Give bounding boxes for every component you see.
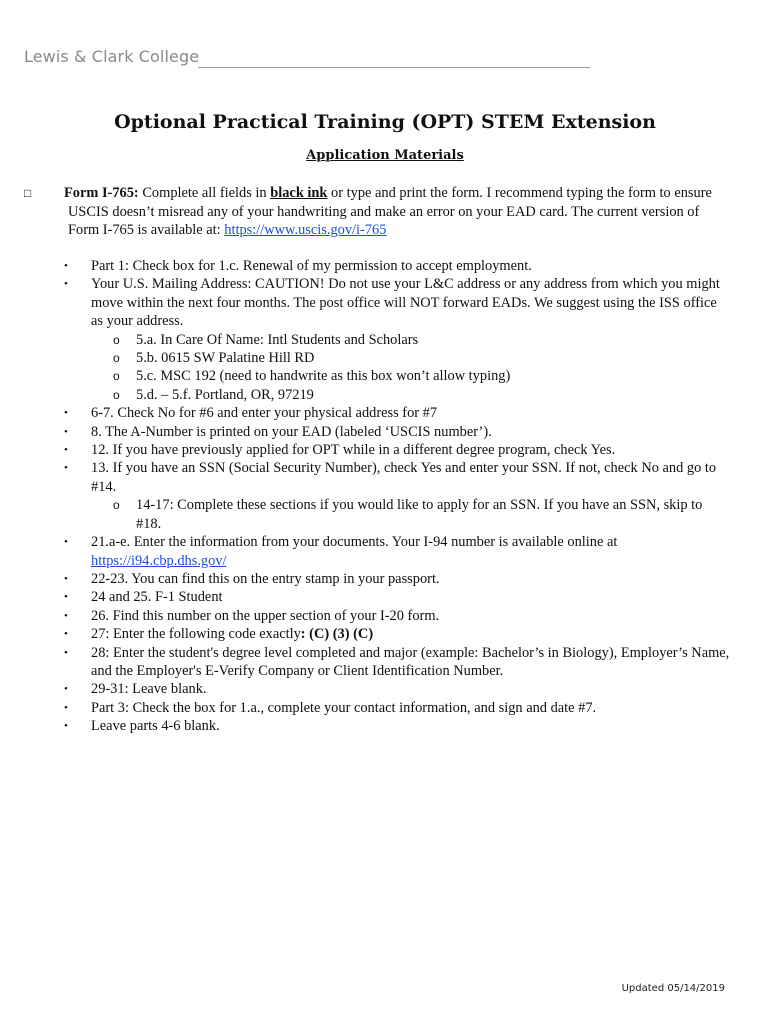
list-item [64,570,730,588]
bullet-icon: • [64,425,68,438]
sub-list-item-text: 5.b. 0615 SW Palatine Hill RD [136,350,315,367]
bullet-icon: • [64,720,68,733]
sub-list-item [91,349,730,367]
bullet-icon: • [64,628,68,641]
college-logo: Lewis & Clark College [24,47,200,66]
updated-date: Updated 05/14/2019 [621,983,725,994]
list-item [64,459,730,533]
sub-list-item-text: 5.c. MSC 192 (need to handwrite as this box won’t allow typing) [136,368,511,385]
bullet-icon: • [64,536,68,549]
list-item-text: 13. If you have an SSN (Social Security Number), check Yes and enter your SSN. If not, check No and go to #14. [91,460,717,495]
intro-text-1: Complete all fields in [138,185,271,201]
list-item-text: 6-7. Check No for #6 and enter your physical address for #7 [91,405,438,422]
sub-list-item-text: 5.d. – 5.f. Portland, OR, 97219 [136,386,314,403]
list-item [64,588,730,606]
address-sublist [91,331,730,405]
list-item-text: 26. Find this number on the upper section of your I-20 form. [91,607,440,624]
sub-bullet-icon: o [113,332,120,347]
bullet-icon: • [64,260,68,272]
list-item-text: 12. If you have previously applied for OPT while in a different degree program, check Yes. [91,442,616,459]
list-item-text: Your U.S. Mailing Address: CAUTION! Do not use your L&C address or any address from which you might move within the next four months. The post office will NOT forward EADs. We suggest using the ISS office as your address. [91,276,720,330]
list-item-text: 21.a-e. Enter the information from your documents. Your I-94 number is available online at [91,534,618,551]
list-item-text: 24 and 25. F-1 Student [91,589,223,606]
sub-list-item [91,331,730,349]
list-item [64,441,730,459]
bullet-icon: • [64,572,68,585]
bullet-icon: • [64,609,68,622]
sub-bullet-icon: o [113,387,120,402]
list-item [64,275,730,404]
header [24,47,590,67]
list-item-text: 8. The A-Number is printed on your EAD (labeled ‘USCIS number’). [91,423,492,440]
intro-text-2: or type and print the form. I recommend typing the form to ensure USCIS doesn’t misread any of your handwriting and make an error on your EAD card. The current version of Form I-765 is available at: [68,185,712,238]
bullet-icon: • [64,444,68,457]
sub-list-item-text: 5.a. In Care Of Name: Intl Students and Scholars [136,331,419,348]
list-item-text: 27: Enter the following code exactly [91,626,301,643]
bullet-icon: • [64,407,68,420]
list-item [64,423,730,441]
header-rule [198,67,590,68]
list-item [64,257,730,275]
page-title: Optional Practical Training (OPT) STEM Extension [114,111,656,133]
uscis-link[interactable]: https://www.uscis.gov/i-765 [224,222,387,238]
list-item-text: 28: Enter the student's degree level completed and major (example: Bachelor’s in Biology), Employer’s Name, and the Employer's E-Verify Company or Client Identification Number. [91,644,730,679]
black-ink-emphasis: black ink [270,185,328,201]
list-item [64,533,730,570]
bullet-icon: • [64,701,68,714]
list-item [64,644,730,681]
list-item-text: Part 3: Check the box for 1.a., complete your contact information, and sign and date #7. [91,699,597,716]
sub-list-item-text: 14-17: Complete these sections if you would like to apply for an SSN. If you have an SSN, skip to #18. [136,497,703,532]
i94-link[interactable]: https://i94.cbp.dhs.gov/ [91,552,227,569]
list-item [64,699,730,717]
sub-list-item [91,386,730,404]
list-item [64,625,730,643]
sub-bullet-icon: o [113,351,120,366]
list-item-text: 29-31: Leave blank. [91,681,207,698]
page-subtitle: Application Materials [306,148,464,163]
ssn-sublist [91,496,730,533]
form-label: Form I-765: [64,185,139,201]
intro-section [24,184,726,240]
sub-bullet-icon: o [113,498,120,513]
list-item [64,607,730,625]
bullet-icon: • [64,683,68,696]
list-item [64,717,730,735]
list-item-text: Leave parts 4-6 blank. [91,718,220,735]
checkbox-icon: □ [24,186,32,200]
list-item [64,404,730,422]
sub-bullet-icon: o [113,369,120,384]
intro-paragraph [24,184,726,240]
list-item-text: 22-23. You can find this on the entry stamp in your passport. [91,570,440,587]
bullet-icon: • [64,278,68,291]
instruction-list [64,257,730,736]
bullet-icon: • [64,462,68,475]
list-item-text: Part 1: Check box for 1.c. Renewal of my permission to accept employment. [91,258,532,274]
code-value: : (C) (3) (C) [300,626,374,643]
sub-list-item [91,496,730,533]
bullet-icon: • [64,591,68,604]
sub-list-item [91,367,730,385]
bullet-icon: • [64,646,68,659]
list-item [64,680,730,698]
